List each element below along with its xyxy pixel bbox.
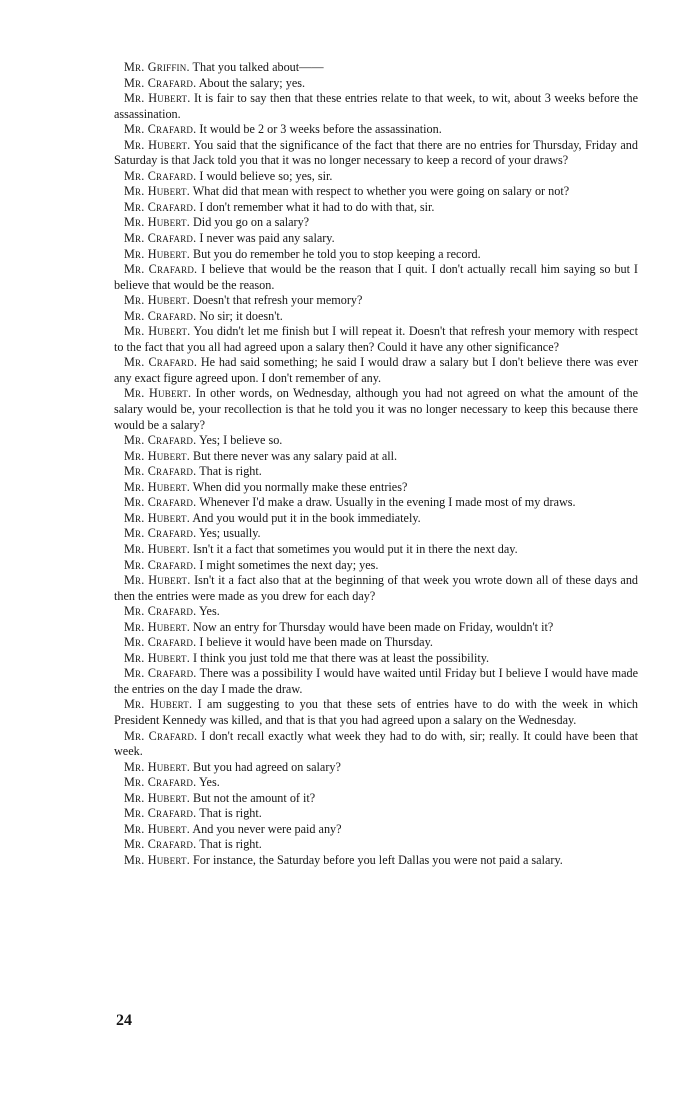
transcript-paragraph	[114, 822, 638, 838]
speech-text: Yes; usually.	[198, 526, 261, 541]
transcript-paragraph	[114, 697, 638, 728]
speech-text: Yes.	[198, 604, 220, 619]
speech-text: Now an entry for Thursday would have been made on Friday, wouldn't it?	[193, 619, 554, 634]
speaker-name: Mr. Crafard.	[124, 231, 197, 246]
speaker-name: Mr. Hubert.	[124, 448, 190, 463]
speech-text: Doesn't that refresh your memory?	[193, 293, 363, 308]
speaker-name: Mr. Hubert.	[124, 821, 190, 836]
speech-text: I believe that would be the reason that I quit. I don't actually recall him saying so but I believe that would be the reason.	[114, 262, 638, 292]
transcript-paragraph	[114, 729, 638, 760]
speech-text: Isn't it a fact also that at the beginning of that week you wrote down all of these days and then the entries were made as you drew for each day?	[114, 573, 639, 603]
speaker-name: Mr. Griffin.	[124, 60, 190, 74]
speaker-name: Mr. Hubert.	[124, 479, 190, 494]
speaker-name: Mr. Hubert.	[124, 91, 191, 106]
transcript-paragraph	[114, 262, 638, 293]
speech-text: I never was paid any salary.	[199, 231, 335, 246]
transcript-paragraph	[114, 76, 638, 92]
speech-text: I might sometimes the next day; yes.	[199, 557, 379, 572]
transcript-paragraph	[114, 169, 638, 185]
transcript-paragraph	[114, 386, 638, 433]
speaker-name: Mr. Crafard.	[124, 355, 198, 370]
speech-text: But you do remember he told you to stop keeping a record.	[193, 246, 481, 261]
speech-text: It is fair to say then that these entries relate to that week, to wit, about 3 weeks before the assassination.	[114, 91, 638, 121]
speaker-name: Mr. Hubert.	[124, 215, 190, 230]
speaker-name: Mr. Hubert.	[124, 386, 192, 401]
speech-text: But there never was any salary paid at all.	[193, 448, 398, 463]
speaker-name: Mr. Crafard.	[124, 806, 197, 821]
speech-text: No sir; it doesn't.	[199, 308, 283, 323]
transcript-paragraph	[114, 635, 638, 651]
transcript-body	[114, 60, 638, 868]
speech-text: About the salary; yes.	[198, 75, 306, 90]
transcript-paragraph	[114, 760, 638, 776]
speech-text: You didn't let me finish but I will repeat it. Doesn't that refresh your memory with respect to the fact that you all had agreed upon a salary then? Could it have any other significance?	[114, 324, 638, 354]
speech-text: Yes; I believe so.	[198, 433, 283, 448]
transcript-paragraph	[114, 449, 638, 465]
speaker-name: Mr. Crafard.	[124, 837, 197, 852]
speaker-name: Mr. Crafard.	[124, 75, 197, 90]
speech-text: But not the amount of it?	[193, 790, 316, 805]
speech-text: It would be 2 or 3 weeks before the assassination.	[199, 122, 442, 137]
transcript-paragraph	[114, 309, 638, 325]
speaker-name: Mr. Crafard.	[124, 604, 197, 619]
transcript-paragraph	[114, 651, 638, 667]
speaker-name: Mr. Crafard.	[124, 775, 197, 790]
speaker-name: Mr. Crafard.	[124, 199, 197, 214]
speech-text: That is right.	[199, 837, 262, 852]
transcript-paragraph	[114, 91, 638, 122]
speaker-name: Mr. Hubert.	[124, 184, 190, 199]
speech-text: And you would put it in the book immediately.	[192, 510, 421, 525]
speech-text: But you had agreed on salary?	[193, 759, 341, 774]
speaker-name: Mr. Crafard.	[124, 728, 198, 743]
transcript-paragraph	[114, 511, 638, 527]
transcript-paragraph	[114, 355, 638, 386]
speech-text: Yes.	[198, 775, 220, 790]
transcript-paragraph	[114, 806, 638, 822]
speaker-name: Mr. Hubert.	[124, 293, 190, 308]
speaker-name: Mr. Crafard.	[124, 433, 197, 448]
speech-text: Did you go on a salary?	[193, 215, 310, 230]
speech-text: For instance, the Saturday before you left Dallas you were not paid a salary.	[193, 852, 563, 867]
speaker-name: Mr. Crafard.	[124, 122, 197, 137]
transcript-paragraph	[114, 604, 638, 620]
transcript-paragraph	[114, 791, 638, 807]
speech-text: You said that the significance of the fact that there are no entries for Thursday, Friday and Saturday is that Jack told you that it was no longer necessary to keep a record of your draws?	[114, 137, 638, 168]
transcript-paragraph	[114, 495, 638, 511]
transcript-paragraph	[114, 837, 638, 853]
transcript-paragraph	[114, 620, 638, 636]
speaker-name: Mr. Crafard.	[124, 635, 197, 650]
transcript-paragraph	[114, 775, 638, 791]
speaker-name: Mr. Hubert.	[124, 246, 190, 261]
speaker-name: Mr. Crafard.	[124, 495, 197, 510]
speech-text: I am suggesting to you that these sets of entries have to do with the week in which President Kennedy was killed, and that is that you had agreed upon a salary on the Wednesday.	[114, 697, 638, 727]
speaker-name: Mr. Crafard.	[124, 464, 197, 479]
transcript-paragraph	[114, 526, 638, 542]
speaker-name: Mr. Hubert.	[124, 541, 190, 556]
speaker-name: Mr. Hubert.	[124, 759, 190, 774]
speech-text: Isn't it a fact that sometimes you would put it in there the next day.	[193, 541, 518, 556]
transcript-paragraph	[114, 324, 638, 355]
transcript-paragraph	[114, 247, 638, 263]
transcript-paragraph	[114, 200, 638, 216]
transcript-paragraph	[114, 293, 638, 309]
speaker-name: Mr. Hubert.	[124, 510, 190, 525]
speech-text: I would believe so; yes, sir.	[199, 168, 333, 183]
speaker-name: Mr. Crafard.	[124, 308, 197, 323]
speaker-name: Mr. Hubert.	[124, 137, 191, 152]
speech-text: I don't remember what it had to do with that, sir.	[199, 199, 435, 214]
speech-text: That you talked about——	[192, 60, 324, 74]
transcript-paragraph	[114, 853, 638, 869]
speaker-name: Mr. Hubert.	[124, 619, 190, 634]
speaker-name: Mr. Crafard.	[124, 168, 197, 183]
speaker-name: Mr. Crafard.	[124, 557, 197, 572]
transcript-paragraph	[114, 60, 638, 76]
page-number: 24	[116, 1012, 132, 1029]
transcript-paragraph	[114, 558, 638, 574]
speech-text: That is right.	[199, 464, 262, 479]
speaker-name: Mr. Hubert.	[124, 790, 190, 805]
speech-text: I believe it would have been made on Thursday.	[199, 635, 433, 650]
transcript-paragraph	[114, 433, 638, 449]
transcript-paragraph	[114, 215, 638, 231]
speech-text: That is right.	[199, 806, 262, 821]
speaker-name: Mr. Hubert.	[124, 573, 191, 588]
speech-text: In other words, on Wednesday, although you had not agreed on what the amount of the salary would be, your recollection is that he told you it was no longer necessary to keep this because there would be a salary?	[114, 386, 638, 432]
transcript-paragraph	[114, 480, 638, 496]
speech-text: He had said something; he said I would draw a salary but I don't believe there was ever any exact figure agreed upon. I don't remember of any.	[114, 355, 639, 385]
speaker-name: Mr. Crafard.	[124, 666, 197, 681]
transcript-paragraph	[114, 542, 638, 558]
speaker-name: Mr. Crafard.	[124, 526, 197, 541]
transcript-paragraph	[114, 464, 638, 480]
speaker-name: Mr. Hubert.	[124, 324, 191, 339]
speaker-name: Mr. Hubert.	[124, 852, 190, 867]
transcript-paragraph	[114, 138, 638, 169]
speech-text: I don't recall exactly what week they had to do with, sir; really. It could have been that week.	[114, 728, 639, 759]
speech-text: What did that mean with respect to whether you were going on salary or not?	[192, 184, 570, 199]
speech-text: When did you normally make these entries?	[192, 479, 408, 494]
speaker-name: Mr. Hubert.	[124, 697, 193, 712]
transcript-paragraph	[114, 122, 638, 138]
speech-text: There was a possibility I would have waited until Friday but I believe I would have made the entries on the day I made the draw.	[114, 666, 638, 696]
speech-text: And you never were paid any?	[192, 821, 342, 836]
transcript-paragraph	[114, 184, 638, 200]
speech-text: Whenever I'd make a draw. Usually in the evening I made most of my draws.	[199, 495, 576, 510]
transcript-paragraph	[114, 666, 638, 697]
speech-text: I think you just told me that there was at least the possibility.	[193, 650, 490, 665]
transcript-paragraph	[114, 573, 638, 604]
speaker-name: Mr. Crafard.	[124, 262, 198, 277]
transcript-paragraph	[114, 231, 638, 247]
speaker-name: Mr. Hubert.	[124, 650, 190, 665]
